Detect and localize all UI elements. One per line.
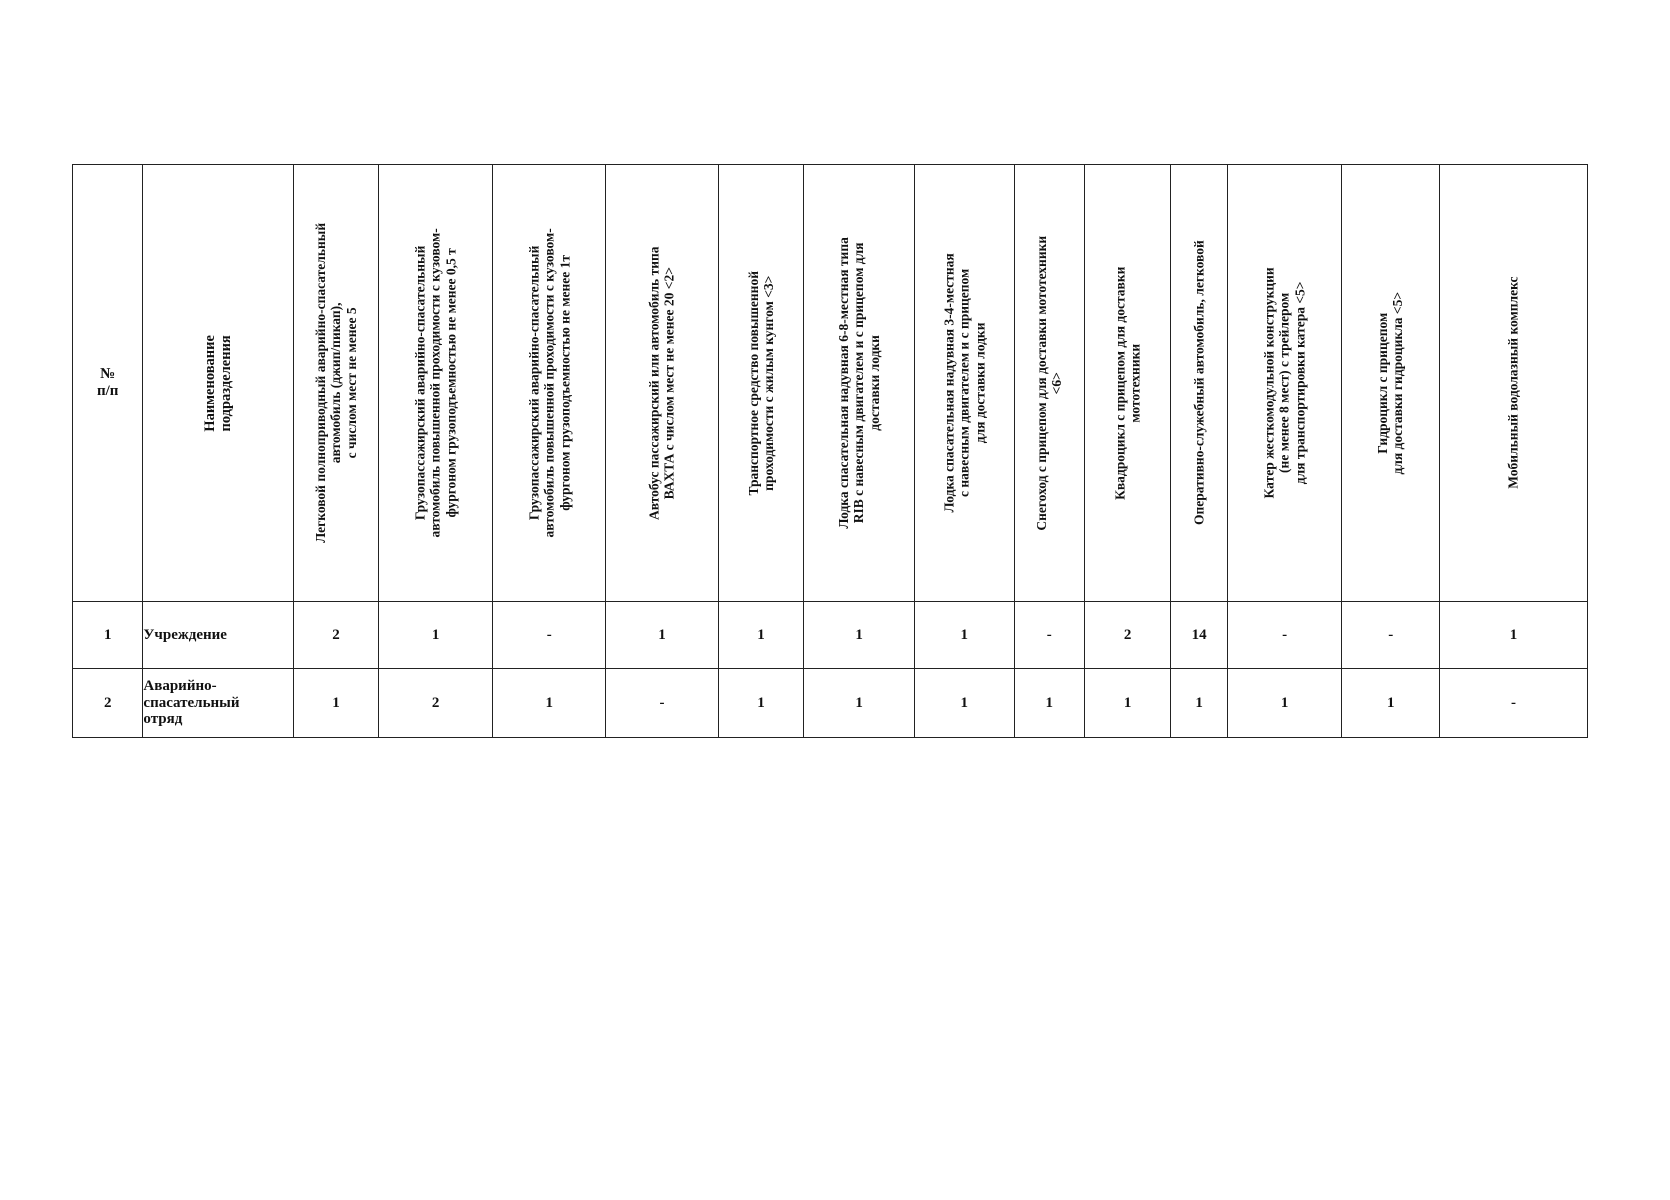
vehicle-equipment-table bbox=[72, 164, 1588, 738]
column-header bbox=[378, 165, 493, 602]
table-cell: - bbox=[493, 602, 606, 669]
column-header bbox=[804, 165, 915, 602]
table-cell: 1 bbox=[718, 602, 804, 669]
table-row bbox=[73, 602, 1588, 669]
table-cell: 2 bbox=[294, 602, 379, 669]
table-cell: 1 bbox=[493, 669, 606, 738]
row-number: 2 bbox=[73, 669, 143, 738]
table-cell: - bbox=[606, 669, 719, 738]
table-cell: 2 bbox=[378, 669, 493, 738]
column-header bbox=[1440, 165, 1588, 602]
column-header-text: Катер жесткомодульной конструкции (не менее 8 мест) с трейлером для транспортировки катера <5> bbox=[1261, 267, 1308, 499]
table-cell: 1 bbox=[804, 602, 915, 669]
column-header bbox=[718, 165, 804, 602]
column-header-text: Гидроцикл с прицепом для доставки гидроцикла <5> bbox=[1375, 291, 1406, 475]
table-cell: 1 bbox=[294, 669, 379, 738]
column-header-text: Грузопассажирский аварийно-спасательный автомобиль повышенной проходимости с кузовом- фургоном грузоподъемностью не менее 1т bbox=[526, 228, 572, 538]
column-header-text: Лодка спасательная надувная 6-8-местная типа RIB с навесным двигателем и с прицепом для доставки лодки bbox=[836, 237, 882, 529]
subdivision-name: Учреждение bbox=[143, 602, 294, 669]
column-header bbox=[1227, 165, 1342, 602]
column-header bbox=[1084, 165, 1171, 602]
column-header-text: Транспортное средство повышенной проходимости с жилым кунгом <3> bbox=[745, 270, 777, 496]
table-row bbox=[73, 669, 1588, 738]
table-cell: 1 bbox=[378, 602, 493, 669]
table-cell: 14 bbox=[1171, 602, 1227, 669]
column-header-text: Легковой полноприводный аварийно-спасательный автомобиль (джип/пикап), с числом мест не менее 5 bbox=[313, 223, 359, 543]
table-cell: - bbox=[1227, 602, 1342, 669]
table-cell: 1 bbox=[1014, 669, 1084, 738]
column-header-text: Грузопассажирский аварийно-спасательный автомобиль повышенной проходимости с кузовом- фургоном грузоподъемностью не менее 0,5 т bbox=[412, 228, 459, 538]
column-header-text: Мобильный водолазный комплекс bbox=[1505, 276, 1521, 490]
table-cell: 1 bbox=[718, 669, 804, 738]
table-cell: 1 bbox=[804, 669, 915, 738]
row-number: 1 bbox=[73, 602, 143, 669]
table-cell: 1 bbox=[1084, 669, 1171, 738]
column-header-text: Лодка спасательная надувная 3-4-местная с навесным двигателем и с прицепом для доставки лодки bbox=[941, 253, 987, 513]
table-cell: 1 bbox=[1342, 669, 1440, 738]
column-header bbox=[493, 165, 606, 602]
table-cell: 1 bbox=[914, 602, 1014, 669]
table-cell: 1 bbox=[606, 602, 719, 669]
column-header-text: Квадроцикл с прицепом для доставки мототехники bbox=[1112, 266, 1143, 500]
column-header bbox=[1342, 165, 1440, 602]
table-cell: - bbox=[1014, 602, 1084, 669]
table-cell: 1 bbox=[914, 669, 1014, 738]
table-cell: 1 bbox=[1440, 602, 1588, 669]
number-column-header bbox=[73, 165, 143, 602]
column-header bbox=[1171, 165, 1227, 602]
table-cell: 1 bbox=[1227, 669, 1342, 738]
table-cell: - bbox=[1342, 602, 1440, 669]
column-header-text: Оперативно-служебный автомобиль, легковой bbox=[1191, 240, 1207, 526]
column-header bbox=[606, 165, 719, 602]
column-header bbox=[294, 165, 379, 602]
column-header-text: Снегоход с прицепом для доставки мототехники <6> bbox=[1033, 235, 1065, 531]
subdivision-name: Аварийно- спасательный отряд bbox=[143, 669, 294, 738]
column-header-text: Автобус пассажирский или автомобиль типа ВАХТА с числом мест не менее 20 <2> bbox=[646, 246, 677, 520]
subdivision-name-header bbox=[143, 165, 294, 602]
column-header bbox=[1014, 165, 1084, 602]
number-abbrev: п/п bbox=[96, 383, 119, 399]
table-cell: 2 bbox=[1084, 602, 1171, 669]
header-row bbox=[73, 165, 1588, 602]
table-cell: - bbox=[1440, 669, 1588, 738]
table-cell: 1 bbox=[1171, 669, 1227, 738]
column-header bbox=[914, 165, 1014, 602]
subdivision-name-header-text: Наименование подразделения bbox=[201, 334, 235, 432]
number-sign: № bbox=[100, 366, 116, 383]
